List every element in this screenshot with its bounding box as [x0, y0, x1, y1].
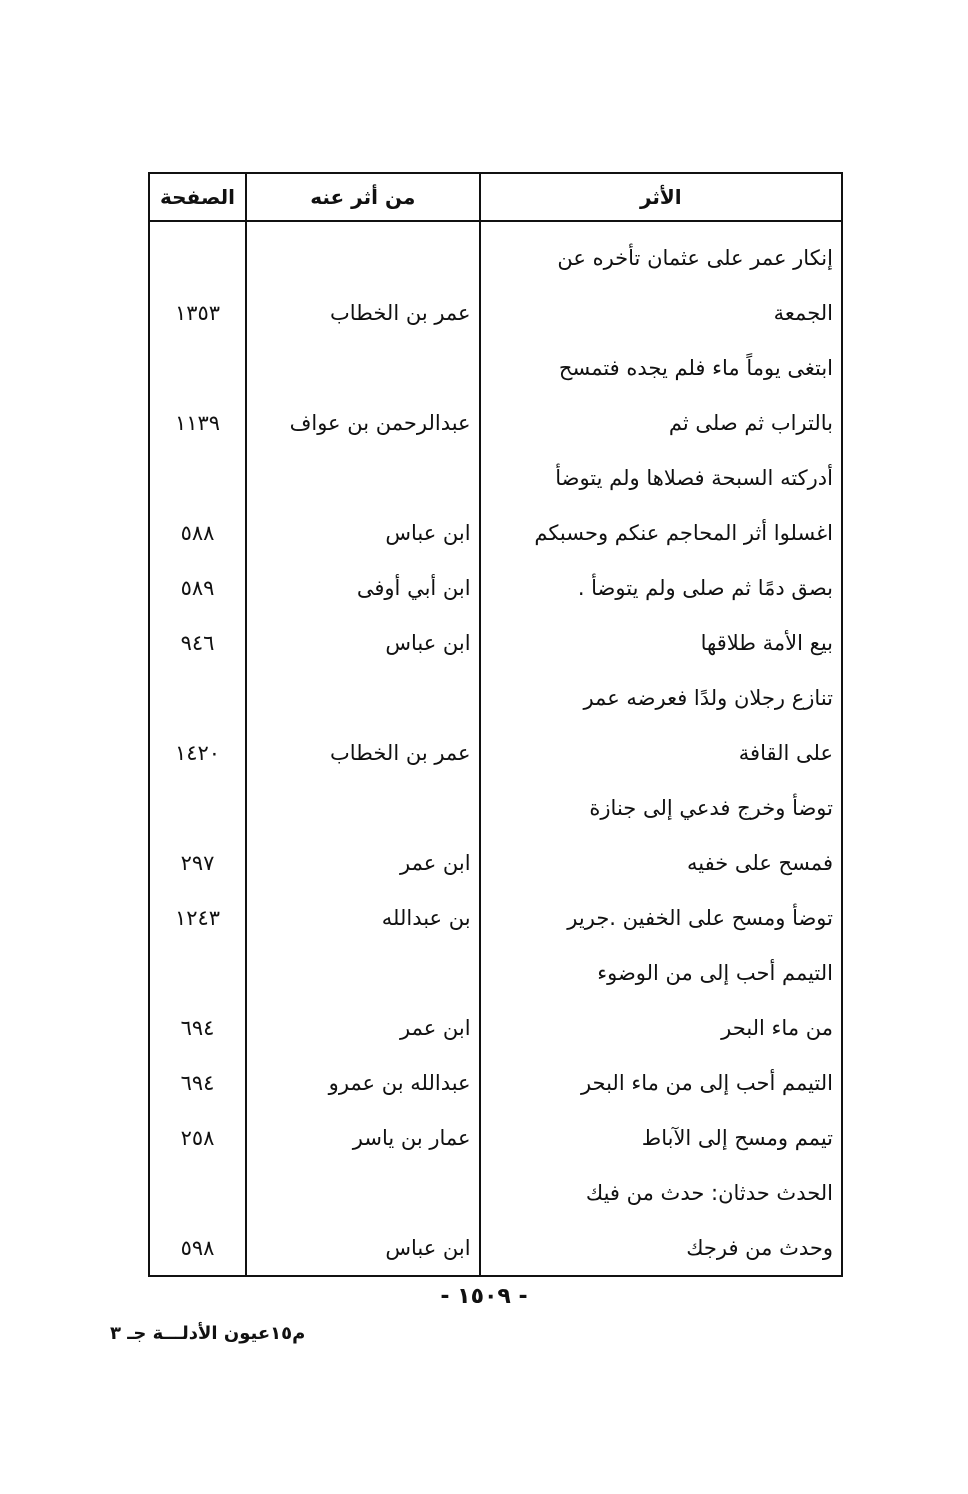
table-row — [149, 560, 842, 615]
page-cell — [149, 670, 246, 725]
narrator-cell — [246, 945, 480, 1000]
narrator-cell: عبدالله بن عمرو — [246, 1055, 480, 1110]
page-cell: ١٣٥٣ — [174, 300, 221, 325]
page-cell: ٥٩٨ — [180, 1235, 215, 1260]
header-narrator: من أثر عنه — [246, 173, 480, 221]
header-athar: الأثر — [480, 173, 842, 221]
athar-cell: توضأ ومسح على الخفين .جرير — [480, 890, 842, 945]
page-cell: ٩٤٦ — [180, 630, 215, 655]
narrator-cell: عمار بن ياسر — [246, 1110, 480, 1165]
narrator-cell: ابن عمر — [246, 1000, 480, 1055]
table-row — [149, 1220, 842, 1276]
narrator-cell — [246, 1165, 480, 1220]
table-row — [149, 285, 842, 340]
table-row — [149, 725, 842, 780]
page-cell — [149, 340, 246, 395]
table-row — [149, 1055, 842, 1110]
athar-cell: أدركته السبحة فصلاها ولم يتوضأ — [480, 450, 842, 505]
footer-note: م١٥عيون الأدلـــة جـ ٣ — [110, 1323, 306, 1344]
page-cell: ٢٥٨ — [180, 1125, 215, 1150]
page-cell: ١٤٢٠ — [174, 740, 221, 765]
header-page: الصفحة — [149, 173, 246, 221]
narrator-cell: بن عبدالله — [246, 890, 480, 945]
table-row — [149, 221, 842, 285]
athar-cell: الحدث حدثان: حدث من فيك — [480, 1165, 842, 1220]
page-cell: ٢٩٧ — [180, 850, 215, 875]
athar-cell: ابتغى يوماً ماء فلم يجده فتمسح — [480, 340, 842, 395]
page-cell: ٥٨٨ — [180, 520, 215, 545]
narrator-cell: عبدالرحمن بن عواف — [246, 395, 480, 450]
athar-cell: وحدث من فرجك — [480, 1220, 842, 1276]
page-cell — [149, 450, 246, 505]
table-row — [149, 780, 842, 835]
page-cell: ٦٩٤ — [180, 1070, 215, 1095]
athar-cell: تنازع رجلان ولدًا فعرضه عمر — [480, 670, 842, 725]
table-row — [149, 670, 842, 725]
page-cell — [149, 780, 246, 835]
table-row — [149, 340, 842, 395]
narrator-cell — [246, 670, 480, 725]
athar-cell: تيمم ومسح إلى الآباط — [480, 1110, 842, 1165]
athar-cell: بالتراب ثم صلى ثم — [480, 395, 842, 450]
page-cell: ٥٨٩ — [180, 575, 215, 600]
athar-cell: توضأ وخرج فدعي إلى جنازة — [480, 780, 842, 835]
athar-cell: التيمم أحب إلى من الوضوء — [480, 945, 842, 1000]
table-row — [149, 615, 842, 670]
table-row — [149, 835, 842, 890]
athar-cell: بيع الأمة طلاقها — [480, 615, 842, 670]
athar-cell: بصق دمًا ثم صلى ولم يتوضأ . — [480, 560, 842, 615]
narrator-cell: ابن عباس — [246, 1220, 480, 1276]
table-body — [149, 221, 842, 1276]
narrator-cell: عمر بن الخطاب — [246, 725, 480, 780]
athar-cell: التيمم أحب إلى من ماء البحر — [480, 1055, 842, 1110]
table-row — [149, 1000, 842, 1055]
athar-cell: اغسلوا أثر المحاجم عنكم وحسبكم — [480, 505, 842, 560]
narrator-cell: عمر بن الخطاب — [246, 285, 480, 340]
athar-cell: إنكار عمر على عثمان تأخره عن — [480, 221, 842, 285]
table-row — [149, 1110, 842, 1165]
table-row — [149, 395, 842, 450]
page-cell — [149, 945, 246, 1000]
narrator-cell — [246, 780, 480, 835]
table-header-row — [149, 173, 842, 221]
narrator-cell: ابن عباس — [246, 615, 480, 670]
narrator-cell: ابن عمر — [246, 835, 480, 890]
page-cell — [149, 221, 246, 285]
narrator-cell: ابن أبي أوفى — [246, 560, 480, 615]
page-number: - ١٥٠٩ - — [440, 1284, 528, 1309]
narrator-cell — [246, 450, 480, 505]
athar-index-table — [148, 172, 843, 1277]
narrator-cell: ابن عباس — [246, 505, 480, 560]
table-row — [149, 890, 842, 945]
table-row — [149, 505, 842, 560]
athar-cell: على القافة — [480, 725, 842, 780]
page-cell — [149, 1165, 246, 1220]
table-row — [149, 1165, 842, 1220]
table-row — [149, 945, 842, 1000]
page-cell: ١٢٤٣ — [174, 905, 221, 930]
athar-cell: الجمعة — [480, 285, 842, 340]
page-cell: ٦٩٤ — [180, 1015, 215, 1040]
table-row — [149, 450, 842, 505]
narrator-cell — [246, 340, 480, 395]
page-cell: ١١٣٩ — [174, 410, 221, 435]
athar-cell: فمسح على خفيه — [480, 835, 842, 890]
athar-cell: من ماء البحر — [480, 1000, 842, 1055]
narrator-cell — [246, 221, 480, 285]
